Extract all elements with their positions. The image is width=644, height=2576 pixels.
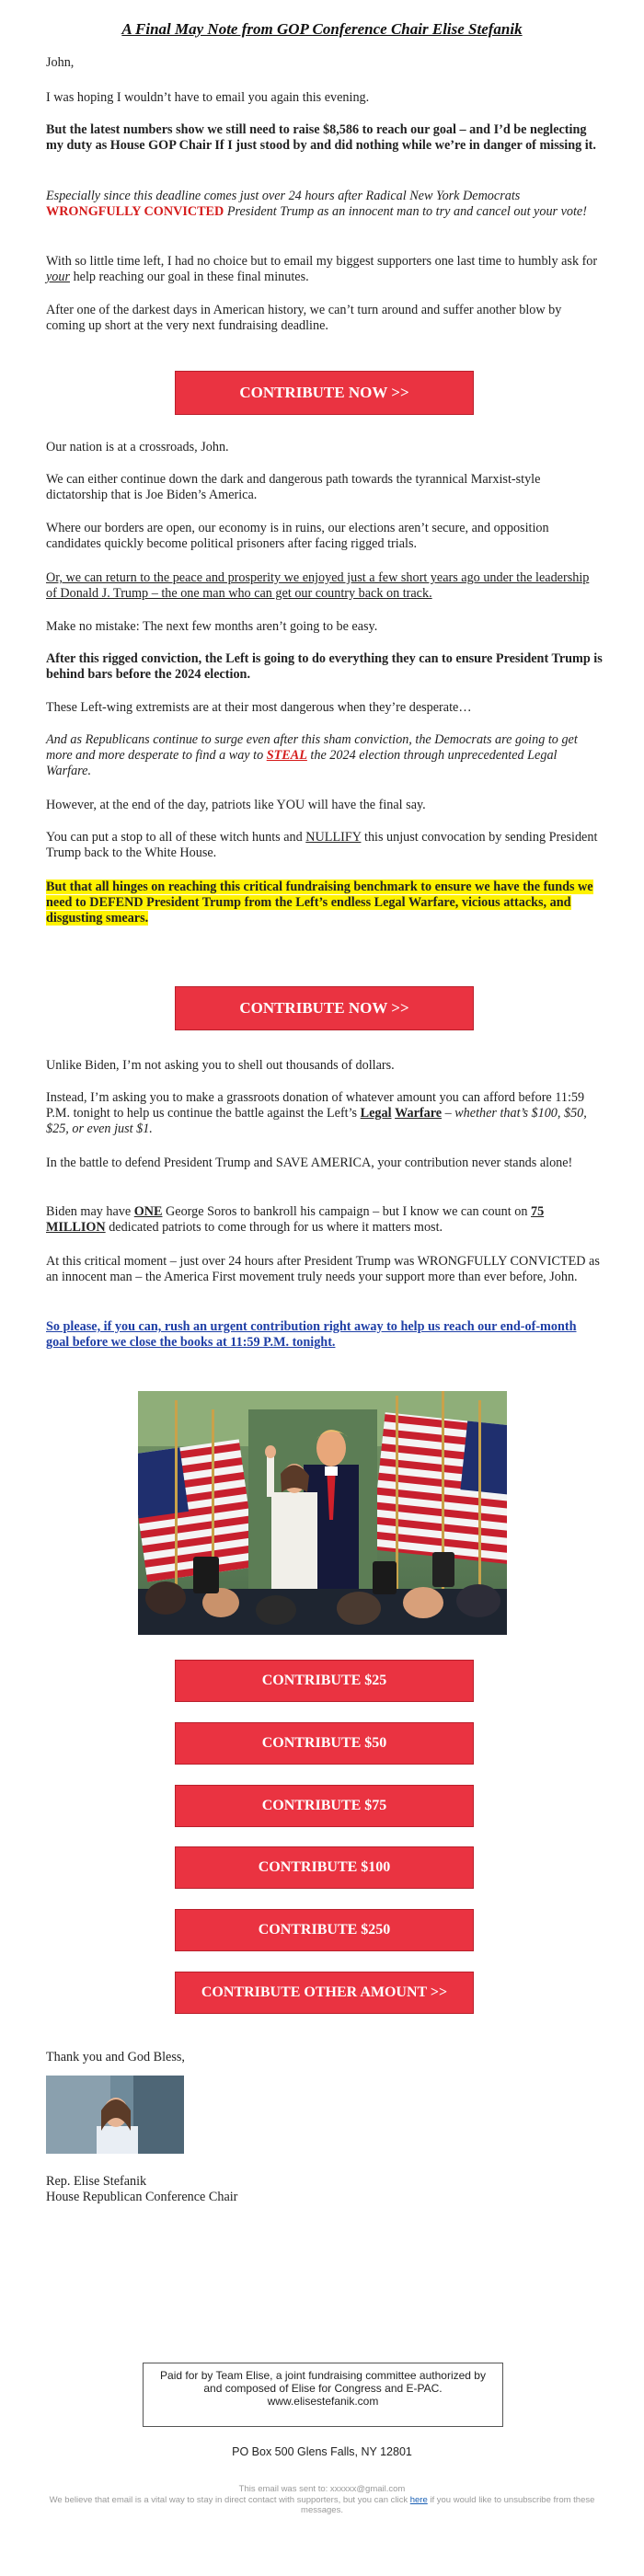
contribute-link[interactable]: So please, if you can, rush an urgent contribution right away to help us reach our end-of-month goal before we close the books at 11:59 P.M. tonight. — [46, 1319, 577, 1350]
paragraph: After this rigged conviction, the Left is going to do everything they can to ensure President Trump is behind bars before the 2024 election. — [46, 651, 603, 682]
unsubscribe-notice: We believe that email is a vital way to stay in direct contact with supporters, but you can click here if you would like to unsubscribe from these messages. — [49, 2495, 595, 2515]
paragraph: You can put a stop to all of these witch hunts and NULLIFY this unjust convocation by sending President Trump back to the White House. — [46, 830, 598, 860]
paragraph: After one of the darkest days in American history, we can’t turn around and suffer another blow by coming up short at the very next fundraising deadline. — [46, 303, 562, 333]
paragraph: Biden may have ONE George Soros to bankroll his campaign – but I know we can count on 75 MILLION dedicated patriots to come through for us where it matters most. — [46, 1204, 545, 1235]
paragraph: Unlike Biden, I’m not asking you to shell out thousands of dollars. — [46, 1058, 395, 1073]
paragraph: Our nation is at a crossroads, John. — [46, 440, 229, 454]
paragraph: Especially since this deadline comes just over 24 hours after Radical New York Democrats WRONGFULLY CONVICTED President Trump as an innocent man to try and cancel out your vote! — [46, 189, 587, 219]
paragraph: Instead, I’m asking you to make a grassroots donation of whatever amount you can afford before 11:59 P.M. tonight to help us continue the battle against the Left’s Legal Warfare – whether that’s $100, $50, $25, or even just $1. — [46, 1090, 587, 1136]
contribute-50-button[interactable]: CONTRIBUTE $50 — [175, 1722, 474, 1765]
contribute-100-button[interactable]: CONTRIBUTE $100 — [175, 1846, 474, 1889]
paragraph: I was hoping I wouldn’t have to email you again this evening. — [46, 90, 370, 105]
paragraph: With so little time left, I had no choice but to email my biggest supporters one last time to humbly ask for your help reaching our goal in these final minutes. — [46, 254, 598, 284]
mailing-address: PO Box 500 Glens Falls, NY 12801 — [232, 2445, 412, 2458]
paragraph: In the battle to defend President Trump and SAVE AMERICA, your contribution never stands alone! — [46, 1156, 573, 1170]
paragraph: Where our borders are open, our economy is in ruins, our elections aren’t secure, and opposition candidates quickly become political prisoners after facing rigged trials. — [46, 521, 549, 551]
paragraph: Make no mistake: The next few months aren’t going to be easy. — [46, 619, 378, 634]
unsubscribe-link[interactable]: here — [409, 2495, 428, 2505]
signature-photo — [46, 2076, 184, 2154]
paid-for-disclaimer: Paid for by Team Elise, a joint fundraising committee authorized by and composed of Elise for Congress and E-PAC. www.elisestefanik.com — [143, 2363, 503, 2427]
paragraph: At this critical moment – just over 24 hours after President Trump was WRONGFULLY CONVICTED as an innocent man – the America First movement truly needs your support more than ever before, John. — [46, 1254, 600, 1284]
event-photo-illustration — [138, 1391, 507, 1635]
signature-title: House Republican Conference Chair — [46, 2190, 238, 2204]
event-photo — [138, 1391, 507, 1635]
greeting: John, — [46, 55, 75, 70]
contribute-25-button[interactable]: CONTRIBUTE $25 — [175, 1660, 474, 1702]
sign-off: Thank you and God Bless, — [46, 2050, 185, 2064]
contribute-75-button[interactable]: CONTRIBUTE $75 — [175, 1785, 474, 1827]
contribute-250-button[interactable]: CONTRIBUTE $250 — [175, 1909, 474, 1951]
contribute-now-button[interactable]: CONTRIBUTE NOW >> — [175, 371, 474, 415]
paragraph: And as Republicans continue to surge even after this sham conviction, the Democrats are going to get more and more desperate to find a way to STEAL the 2024 election through unprecedented Legal Warfare. — [46, 732, 578, 778]
contribute-now-button[interactable]: CONTRIBUTE NOW >> — [175, 986, 474, 1030]
portrait-illustration — [46, 2076, 184, 2154]
paragraph: But the latest numbers show we still need to raise $8,586 to reach our goal – and I’d be neglecting my duty as House GOP Chair If I just stood by and did nothing while we’re in danger of missing it. — [46, 122, 596, 153]
sent-to-notice: This email was sent to: xxxxxx@gmail.com — [238, 2484, 406, 2494]
paragraph: However, at the end of the day, patriots like YOU will have the final say. — [46, 798, 426, 812]
paragraph: We can either continue down the dark and dangerous path towards the tyrannical Marxist-style dictatorship that is Joe Biden’s America. — [46, 472, 541, 502]
paragraph: These Left-wing extremists are at their most dangerous when they’re desperate… — [46, 700, 472, 715]
contribute-other-amount-button[interactable]: CONTRIBUTE OTHER AMOUNT >> — [175, 1972, 474, 2014]
signature-name: Rep. Elise Stefanik — [46, 2174, 147, 2189]
paragraph: Or, we can return to the peace and prosperity we enjoyed just a few short years ago under the leadership of Donald J. Trump – the one man who can get our country back on track. — [46, 570, 590, 601]
email-title: A Final May Note from GOP Conference Chair Elise Stefanik — [121, 20, 523, 38]
highlighted-paragraph: But that all hinges on reaching this critical fundraising benchmark to ensure we have the funds we need to DEFEND President Trump from the Left’s endless Legal Warfare, vicious attacks, and disgusting smears. — [46, 880, 593, 926]
